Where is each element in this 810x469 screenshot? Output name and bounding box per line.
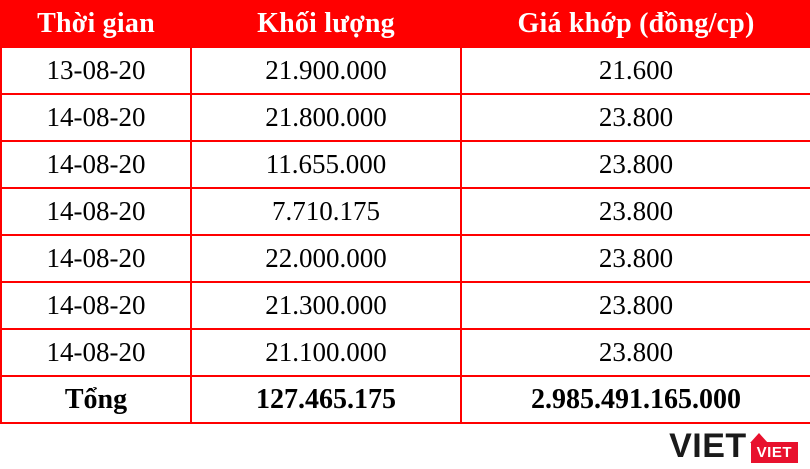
watermark-logo <box>669 429 798 463</box>
table-total-row <box>1 376 810 423</box>
table-row <box>1 329 810 376</box>
cell-total-volume: 127.465.175 <box>191 376 461 423</box>
cell-price: 23.800 <box>461 282 810 329</box>
cell-time: 14-08-20 <box>1 329 191 376</box>
table-row <box>1 235 810 282</box>
cell-price: 23.800 <box>461 235 810 282</box>
table-row <box>1 94 810 141</box>
table-row <box>1 141 810 188</box>
cell-volume: 21.900.000 <box>191 47 461 94</box>
cell-volume: 11.655.000 <box>191 141 461 188</box>
cell-price: 23.800 <box>461 141 810 188</box>
cell-time: 13-08-20 <box>1 47 191 94</box>
cell-price: 23.800 <box>461 329 810 376</box>
cell-time: 14-08-20 <box>1 141 191 188</box>
cell-time: 14-08-20 <box>1 188 191 235</box>
watermark-text: VIET <box>669 427 747 465</box>
cell-price: 23.800 <box>461 94 810 141</box>
table-body <box>1 47 810 423</box>
cell-total-label: Tổng <box>1 376 191 423</box>
column-header-price: Giá khớp (đồng/cp) <box>461 1 810 47</box>
column-header-time: Thời gian <box>1 1 191 47</box>
table-row <box>1 188 810 235</box>
cell-volume: 21.300.000 <box>191 282 461 329</box>
cell-time: 14-08-20 <box>1 94 191 141</box>
cell-price: 21.600 <box>461 47 810 94</box>
cell-time: 14-08-20 <box>1 235 191 282</box>
column-header-volume: Khối lượng <box>191 1 461 47</box>
cell-total-value: 2.985.491.165.000 <box>461 376 810 423</box>
cell-volume: 7.710.175 <box>191 188 461 235</box>
table-row <box>1 47 810 94</box>
cell-volume: 21.100.000 <box>191 329 461 376</box>
table-header-row <box>1 1 810 47</box>
cell-time: 14-08-20 <box>1 282 191 329</box>
watermark-badge: VIET <box>751 442 798 463</box>
cell-volume: 21.800.000 <box>191 94 461 141</box>
table-header <box>1 1 810 47</box>
cell-volume: 22.000.000 <box>191 235 461 282</box>
cell-price: 23.800 <box>461 188 810 235</box>
table-row <box>1 282 810 329</box>
